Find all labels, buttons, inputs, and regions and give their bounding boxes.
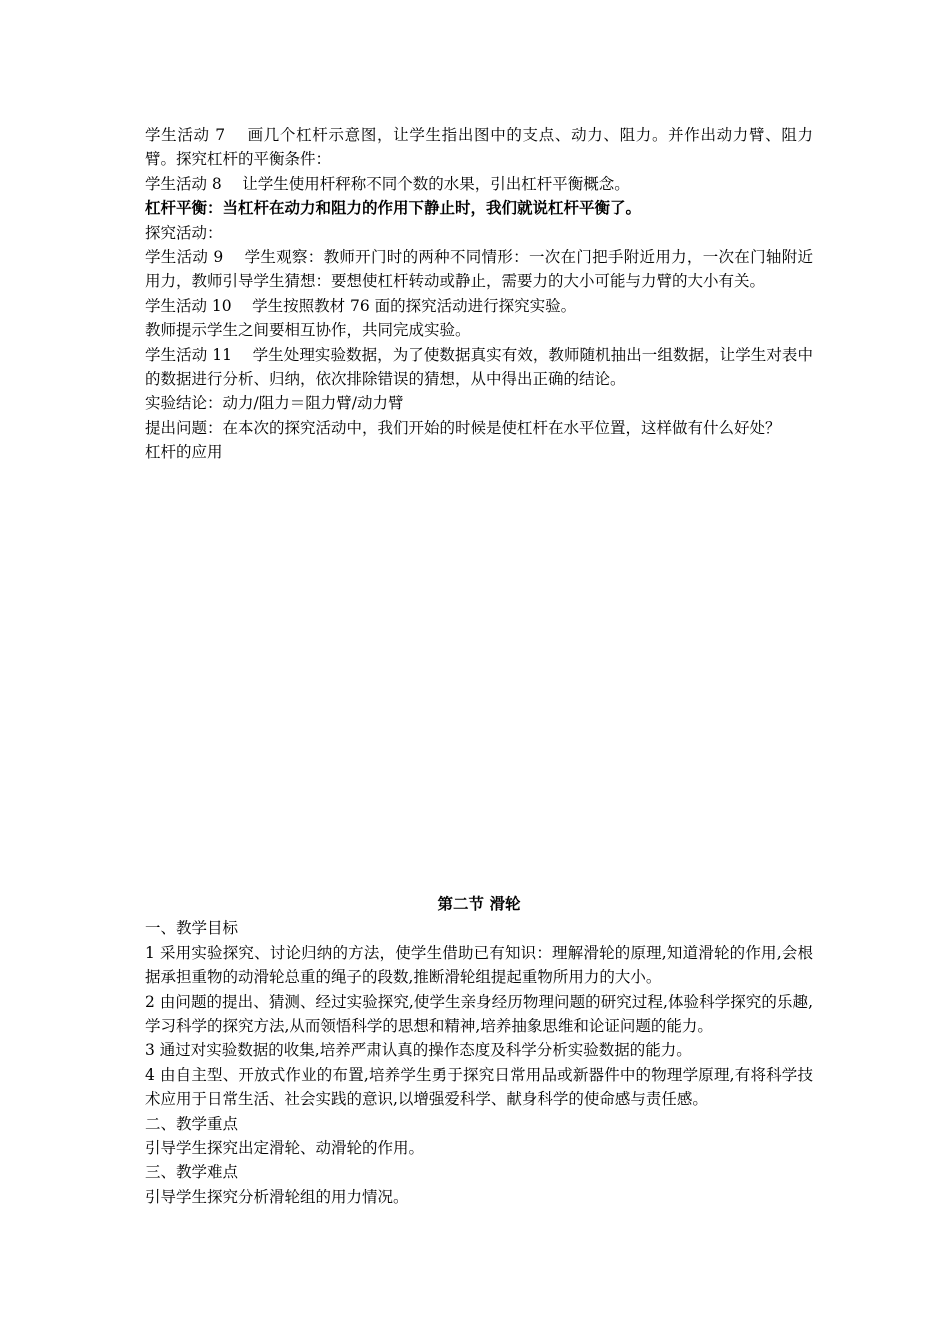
key-point-text: 引导学生探究出定滑轮、动滑轮的作用。 [145, 1139, 425, 1158]
lever-application-heading: 杠杆的应用 [145, 443, 223, 462]
goal-4-text: 4 由自主型、开放式作业的布置,培养学生勇于探究日常用品或新器件中的物理学原理,有将科学技术应用于日常生活、社会实践的意识,以增强爱科学、献身科学的使命感与责任感。 [145, 1065, 813, 1109]
lever-balance-definition: 杠杆平衡：当杠杆在动力和阻力的作用下静止时，我们就说杠杆平衡了。 [145, 198, 642, 218]
goal-3-text: 3 通过对实验数据的收集,培养严肃认真的操作态度及科学分析实验数据的能力。 [145, 1041, 692, 1060]
activity-7-text: 学生活动 7 画几个杠杆示意图，让学生指出图中的支点、动力、阻力。并作出动力臂、阻力臂。探究杠杆的平衡条件： [145, 126, 813, 169]
goal-1-text: 1 采用实验探究、讨论归纳的方法，使学生借助已有知识：理解滑轮的原理,知道滑轮的作用,会根据承担重物的动滑轮总重的绳子的段数,推断滑轮组提起重物所用力的大小。 [145, 943, 813, 987]
lever-lesson-section [145, 123, 813, 465]
section-title: 第二节 滑轮 [437, 894, 521, 913]
teaching-goals-heading: 一、教学目标 [145, 919, 239, 938]
teacher-hint-text: 教师提示学生之间要相互协作，共同完成实验。 [145, 321, 471, 340]
experiment-conclusion: 实验结论：动力/阻力＝阻力臂/动力臂 [145, 394, 404, 413]
activity-9-text: 学生活动 9 学生观察：教师开门时的两种不同情形：一次在门把手附近用力，一次在门轴附近用力，教师引导学生猜想：要想使杠杆转动或静止，需要力的大小可能与力臂的大小有关。 [145, 248, 813, 291]
activity-10-text: 学生活动 10 学生按照教材 76 面的探究活动进行探究实验。 [145, 296, 577, 315]
difficulty-heading: 三、教学难点 [145, 1163, 239, 1182]
activity-8-text: 学生活动 8 让学生使用杆秤称不同个数的水果，引出杠杆平衡概念。 [145, 174, 630, 193]
goal-2-text: 2 由问题的提出、猜测、经过实验探究,使学生亲身经历物理问题的研究过程,体验科学探究的乐趣,学习科学的探究方法,从而领悟科学的思想和精神,培养抽象思维和论证问题的能力。 [145, 992, 813, 1036]
key-point-heading: 二、教学重点 [145, 1114, 239, 1133]
difficulty-text: 引导学生探究分析滑轮组的用力情况。 [145, 1187, 409, 1206]
explore-activity-label: 探究活动： [145, 223, 223, 242]
activity-11-text: 学生活动 11 学生处理实验数据，为了使数据真实有效，教师随机抽出一组数据，让学生对表中的数据进行分析、归纳，依次排除错误的猜想，从中得出正确的结论。 [145, 345, 813, 389]
pulley-lesson-section [145, 892, 813, 1209]
question-text: 提出问题：在本次的探究活动中，我们开始的时候是使杠杆在水平位置，这样做有什么好处？ [145, 418, 781, 437]
